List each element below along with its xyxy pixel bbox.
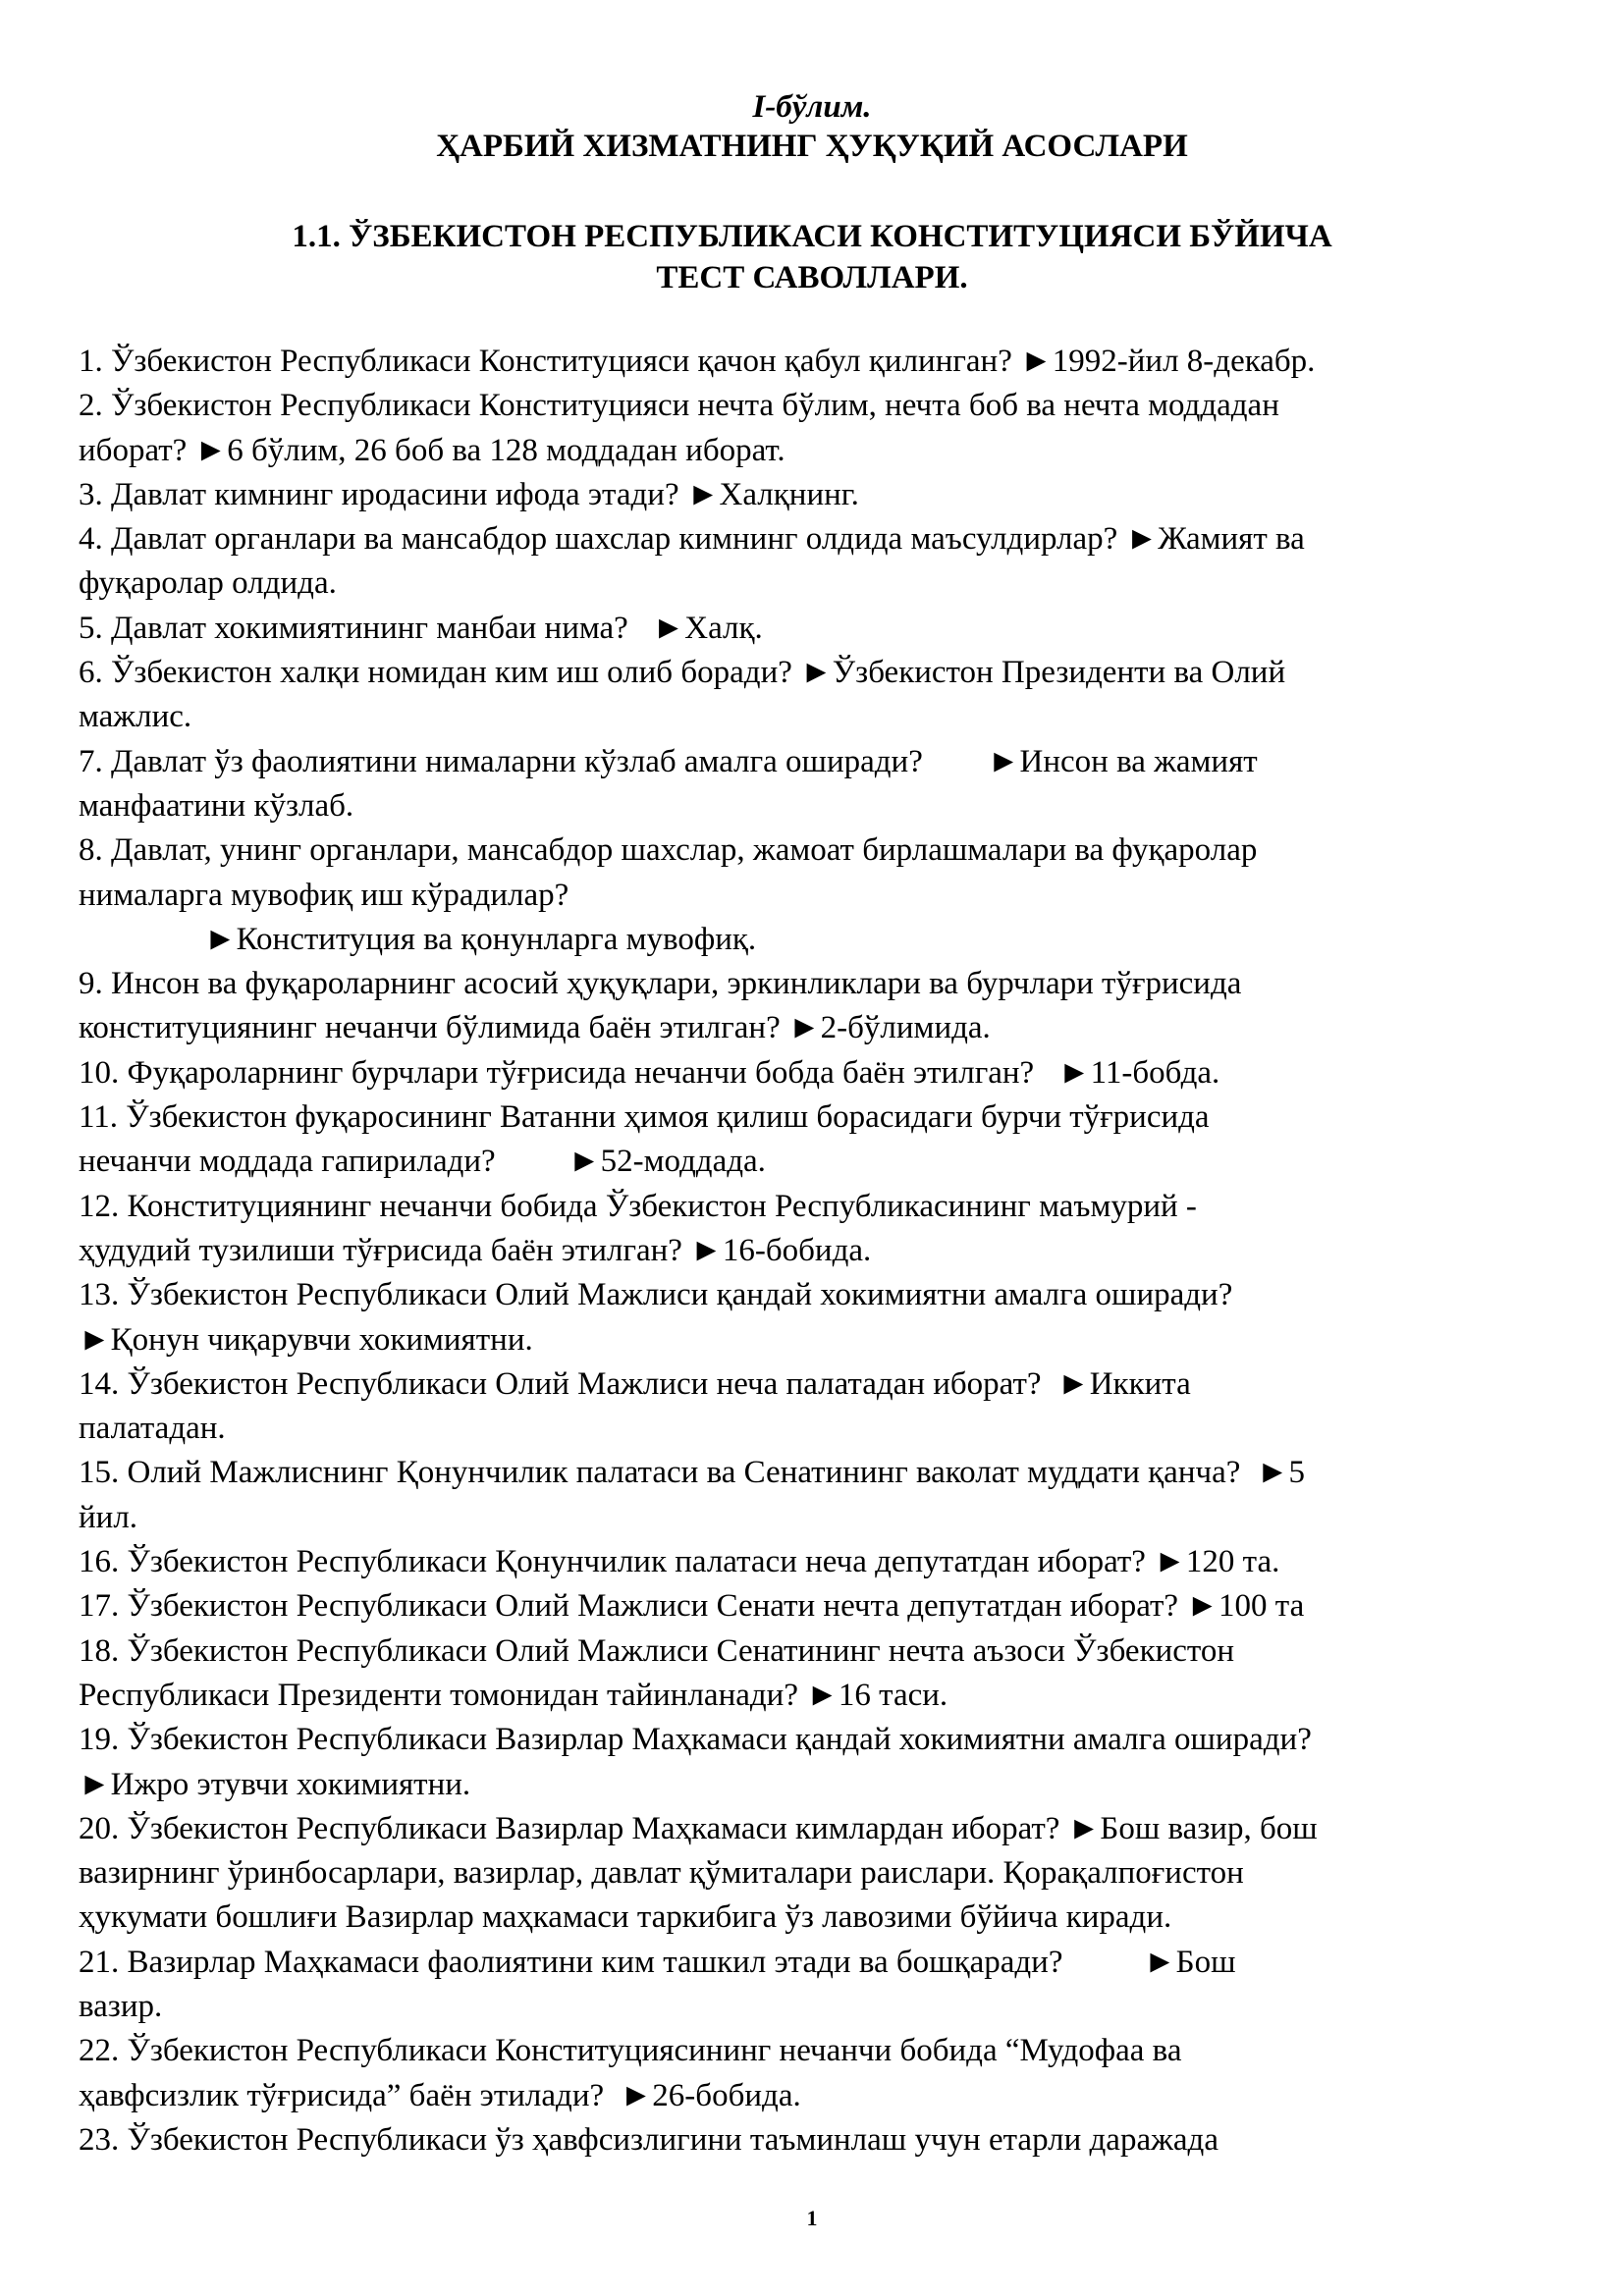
text-line: нечанчи моддада гапирилади? ►52-моддада. bbox=[79, 1144, 766, 1180]
text-line: 10. Фуқароларнинг бурчлари тўғрисида нечанчи бобда баён этилган? ►11-бобда. bbox=[79, 1054, 1220, 1091]
text-line: 6. Ўзбекистон халқи номидан ким иш олиб боради? ►Ўзбекистон Президенти ва Олий bbox=[79, 655, 1286, 691]
text-line: иборат? ►6 бўлим, 26 боб ва 128 моддадан иборат. bbox=[79, 432, 785, 468]
page-number: 1 bbox=[806, 2206, 818, 2230]
text-line: вазирнинг ўринбосарлари, вазирлар, давлат қўмиталари раислари. Қорақалпоғистон bbox=[79, 1855, 1244, 1892]
text-line: 4. Давлат органлари ва мансабдор шахслар кимнинг олдида маъсулдирлар? ►Жамият ва bbox=[79, 521, 1305, 558]
text-line: нималарга мувофиқ иш кўрадилар? bbox=[79, 877, 569, 913]
text-line: ҳукумати бошлиғи Вазирлар маҳкамаси таркибига ўз лавозими бўйича киради. bbox=[79, 1899, 1172, 1936]
text-line: йил. bbox=[79, 1499, 138, 1535]
text-line bbox=[79, 2163, 1571, 2207]
text-line: 13. Ўзбекистон Республикаси Олий Мажлиси қандай хокимиятни амалга оширади? bbox=[79, 1277, 1233, 1313]
text-line: Республикаси Президенти томонидан тайинланади? ►16 таси. bbox=[79, 1677, 948, 1713]
text-line: 11. Ўзбекистон фуқаросининг Ватанни ҳимоя қилиш борасидаги бурчи тўғрисида bbox=[79, 1099, 1210, 1136]
text-line: 21. Вазирлар Маҳкамаси фаолиятини ким ташкил этади ва бошқаради? ►Бош bbox=[79, 1944, 1236, 1980]
text-line: 18. Ўзбекистон Республикаси Олий Мажлиси Сенатининг нечта аъзоси Ўзбекистон bbox=[79, 1632, 1235, 1669]
text-line: ►Қонун чиқарувчи хокимиятни. bbox=[79, 1321, 533, 1358]
text-line: конституциянинг нечанчи бўлимида баён этилган? ►2-бўлимида. bbox=[79, 1010, 991, 1046]
text-line: 19. Ўзбекистон Республикаси Вазирлар Маҳкамаси қандай хокимиятни амалга оширади? bbox=[79, 1722, 1312, 1758]
question-list bbox=[79, 340, 1571, 2207]
text-line: 12. Конституциянинг нечанчи бобида Ўзбекистон Республикасининг маъмурий - bbox=[79, 1188, 1197, 1224]
text-line: 16. Ўзбекистон Республикаси Қонунчилик палатаси неча депутатдан иборат? ►120 та. bbox=[79, 1544, 1280, 1580]
text-line: палатадан. bbox=[79, 1411, 226, 1447]
text-line: 22. Ўзбекистон Республикаси Конституциясининг нечанчи бобида “Мудофаа ва bbox=[79, 2033, 1182, 2069]
text-line: 1. Ўзбекистон Республикаси Конституцияси қачон қабул қилинган? ►1992-йил 8-декабр. bbox=[79, 344, 1316, 379]
text-line: 8. Давлат, унинг органлари, мансабдор шахслар, жамоат бирлашмалари ва фуқаролар bbox=[79, 832, 1258, 869]
text-line: манфаатини кўзлаб. bbox=[79, 787, 354, 824]
part-title: ҲАРБИЙ ХИЗМАТНИНГ ҲУҚУҚИЙ АСОСЛАРИ bbox=[436, 129, 1188, 164]
text-line: вазир. bbox=[79, 1988, 163, 2024]
text-line: ҳудудий тузилиши тўғрисида баён этилган? ►16-бобида. bbox=[79, 1232, 872, 1268]
text-line: ►Ижро этувчи хокимиятни. bbox=[79, 1766, 471, 1802]
text-line: фуқаролар олдида. bbox=[79, 565, 337, 602]
text-line: ►Конституция ва қонунларга мувофиқ. bbox=[204, 921, 757, 957]
text-line: 17. Ўзбекистон Республикаси Олий Мажлиси Сенати нечта депутатдан иборат? ►100 та bbox=[79, 1588, 1305, 1625]
subsection-title-line-1: 1.1. ЎЗБЕКИСТОН РЕСПУБЛИКАСИ КОНСТИТУЦИЯСИ БЎЙИЧА bbox=[292, 219, 1332, 254]
text-line: 23. Ўзбекистон Республикаси ўз ҳавфсизлигини таъминлаш учун етарли даражада bbox=[79, 2121, 1218, 2158]
section-label: I-бўлим. bbox=[752, 89, 872, 125]
subsection-title-line-2: ТЕСТ САВОЛЛАРИ. bbox=[656, 260, 968, 295]
text-line: 5. Давлат хокимиятининг манбаи нима? ►Халқ. bbox=[79, 610, 763, 646]
text-line: ҳавфсизлик тўғрисида” баён этилади? ►26-бобида. bbox=[79, 2077, 801, 2113]
text-line: 2. Ўзбекистон Республикаси Конституцияси нечта бўлим, нечта боб ва нечта моддадан bbox=[79, 388, 1279, 424]
text-line: мажлис. bbox=[79, 699, 192, 735]
text-line: 9. Инсон ва фуқароларнинг асосий ҳуқуқлари, эркинликлари ва бурчлари тўғрисида bbox=[79, 966, 1242, 1002]
text-line: 14. Ўзбекистон Республикаси Олий Мажлиси неча палатадан иборат? ►Иккита bbox=[79, 1365, 1191, 1402]
text-line: 7. Давлат ўз фаолиятини нималарни кўзлаб амалга оширади? ►Инсон ва жамият bbox=[79, 743, 1258, 779]
text-line: 15. Олий Мажлиснинг Қонунчилик палатаси ва Сенатининг ваколат муддати қанча? ►5 bbox=[79, 1455, 1306, 1491]
text-line: 20. Ўзбекистон Республикаси Вазирлар Маҳкамаси кимлардан иборат? ►Бош вазир, бош bbox=[79, 1810, 1318, 1846]
text-line: 3. Давлат кимнинг иродасини ифода этади? ►Халқнинг. bbox=[79, 476, 859, 512]
